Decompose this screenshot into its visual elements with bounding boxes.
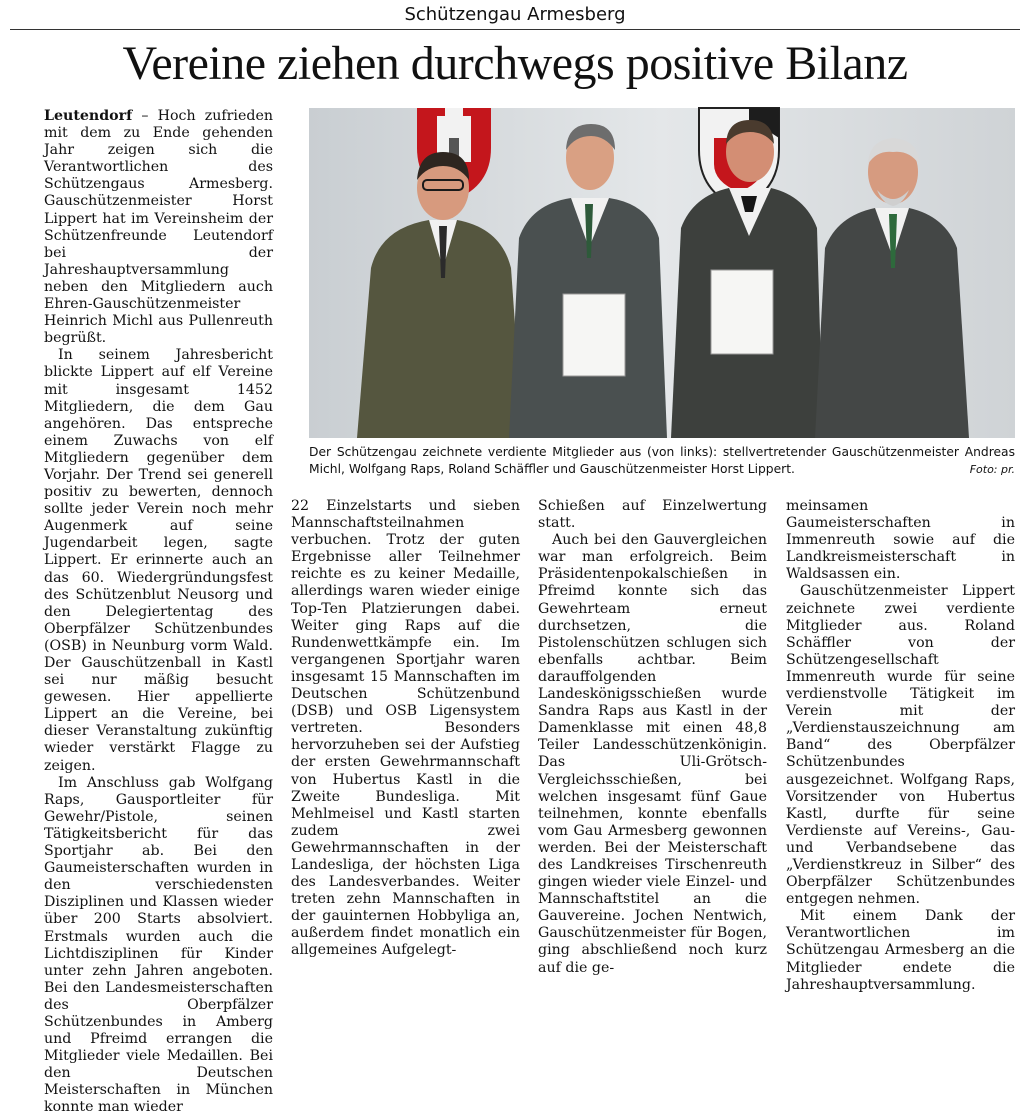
article-paragraph: 22 Einzelstarts und sieben Mannschaftsteilnahmen verbuchen. Trotz der guten Ergebnisse aller Teilnehmer reichte es zu keiner Medaille, allerdings waren wieder einige Top-Ten Platzierungen dabei. Weiter ging Raps auf die Rundenwettkämpfe ein. Im vergangenen Sportjahr waren insgesamt 15 Mannschaften im Deutschen Schützenbund (DSB) und OSB Ligensystem vertreten. Besonders hervorzuheben sei der Aufstieg der ersten Gewehrmannschaft von Hubertus Kastl in die Zweite Bundesliga. Mit Mehlmeisel und Kastl starten zudem zwei Gewehrmannschaften in der Landesliga, der höchsten Liga des Landesverbandes. Weiter treten zehn Mannschaften in der gauinternen Hobbyliga an, außerdem findet monatlich ein allgemeines Aufgelegt- (291, 498, 520, 959)
article-paragraph: Mit einem Dank der Verantwortlichen im Schützengau Armesberg an die Mitglieder endete die Jahreshauptversammlung. (786, 908, 1015, 993)
paragraph-text: – Hoch zufrieden mit dem zu Ende gehenden Jahr zeigen sich die Verantwortlichen des Schützengaus Armesberg. Gauschützenmeister Horst Lippert hat im Vereinsheim der Schützenfreunde Leutendorf bei der Jahreshauptversammlung neben den Mitgliedern auch Ehren-Gauschützenmeister Heinrich Michl aus Pullenreuth begrüßt. (44, 108, 273, 347)
article-paragraph: Im Anschluss gab Wolfgang Raps, Gausportleiter für Gewehr/Pistole, seinen Tätigkeitsbericht für das Sportjahr ab. Bei den Gaumeisterschaften wurden in den verschiedensten Disziplinen und Klassen wieder über 200 Starts absolviert. Erstmals wurden auch die Lichtdisziplinen für Kinder unter zehn Jahren angeboten. Bei den Landesmeisterschaften des Oberpfälzer Schützenbundes in Amberg und Pfreimd errangen die Mitglieder viele Medaillen. Bei den Deutschen Meisterschaften in München konnte man wieder (44, 774, 273, 1116)
photo-illustration (309, 108, 1015, 438)
article-column-1 (44, 108, 273, 1116)
article-headline: Vereine ziehen durchwegs positive Bilanz (122, 37, 908, 90)
article-paragraph: Gauschützenmeister Lippert zeichnete zwei verdiente Mitglieder aus. Roland Schäffler von der Schützengesellschaft Immenreuth wurde für seine verdienstvolle Tätigkeit im Verein mit der „Verdienstauszeichnung am Band“ des Oberpfälzer Schützenbundes ausgezeichnet. Wolfgang Raps, Vorsitzender von Hubertus Kastl, durfte für seine Verdienste auf Vereins-, Gau- und Verbandsebene das „Verdienstkreuz in Silber“ des Oberpfälzer Schützenbundes entgegen nehmen. (786, 583, 1015, 908)
dateline: Leutendorf (44, 108, 133, 124)
article-paragraph: In seinem Jahresbericht blickte Lippert auf elf Vereine mit insgesamt 1452 Mitgliedern, die dem Gau angehören. Das entspreche einem Zuwachs von elf Mitgliedern gegenüber dem Vorjahr. Der Trend sei generell positiv zu bewerten, dennoch sollte jeder Verein noch mehr Augenmerk auf seine Jugendarbeit legen, sagte Lippert. Er erinnerte auch an das 60. Wiedergründungsfest des Schützenblut Neusorg und den Delegiertentag des Oberpfälzer Schützenbundes (OSB) in Neunburg vorm Wald. Der Gauschützenball in Kastl sei nur mäßig besucht gewesen. Hier appellierte Lippert an die Vereine, bei dieser Veranstaltung zukünftig wieder verstärkt Flagge zu zeigen. (44, 347, 273, 774)
article-paragraph: Schießen auf Einzelwertung statt. (538, 498, 767, 532)
article-photo (309, 108, 1015, 438)
article-paragraph: meinsamen Gaumeisterschaften in Immenreuth sowie auf die Landkreismeisterschaft in Waldsassen ein. (786, 498, 1015, 583)
photo-credit: Foto: pr. (969, 463, 1015, 476)
kicker-rule (10, 29, 1020, 30)
section-kicker: Schützengau Armesberg (404, 4, 626, 25)
certificate (711, 270, 773, 354)
article-column-4 (786, 498, 1015, 993)
certificate (563, 294, 625, 376)
article-paragraph (44, 108, 273, 347)
article-paragraph: Auch bei den Gauvergleichen war man erfolgreich. Beim Präsidentenpokalschießen in Pfreimd konnte sich das Gewehrteam erneut durchsetzen, die Pistolenschützen schlugen sich ebenfalls achtbar. Beim darauffolgenden Landeskönigsschießen wurde Sandra Raps aus Kastl in der Damenklasse mit einen 48,8 Teiler Landesschützenkönigin. Das Uli-Grötsch-Vergleichsschießen, bei welchen insgesamt fünf Gaue teilnehmen, konnte ebenfalls vom Gau Armesberg gewonnen werden. Bei der Meisterschaft des Landkreises Tirschenreuth gingen wieder viele Einzel- und Mannschaftstitel an die Gauvereine. Jochen Nentwich, Gauschützenmeister für Bogen, ging abschließend noch kurz auf die ge- (538, 532, 767, 976)
photo-caption (309, 444, 1015, 478)
caption-text: Der Schützengau zeichnete verdiente Mitglieder aus (von links): stellvertretender Gauschützenmeister Andreas Michl, Wolfgang Raps, Roland Schäffler und Gauschützenmeister Horst Lippert. (309, 445, 1015, 476)
article-column-3 (538, 498, 767, 976)
article-column-2 (291, 498, 520, 959)
